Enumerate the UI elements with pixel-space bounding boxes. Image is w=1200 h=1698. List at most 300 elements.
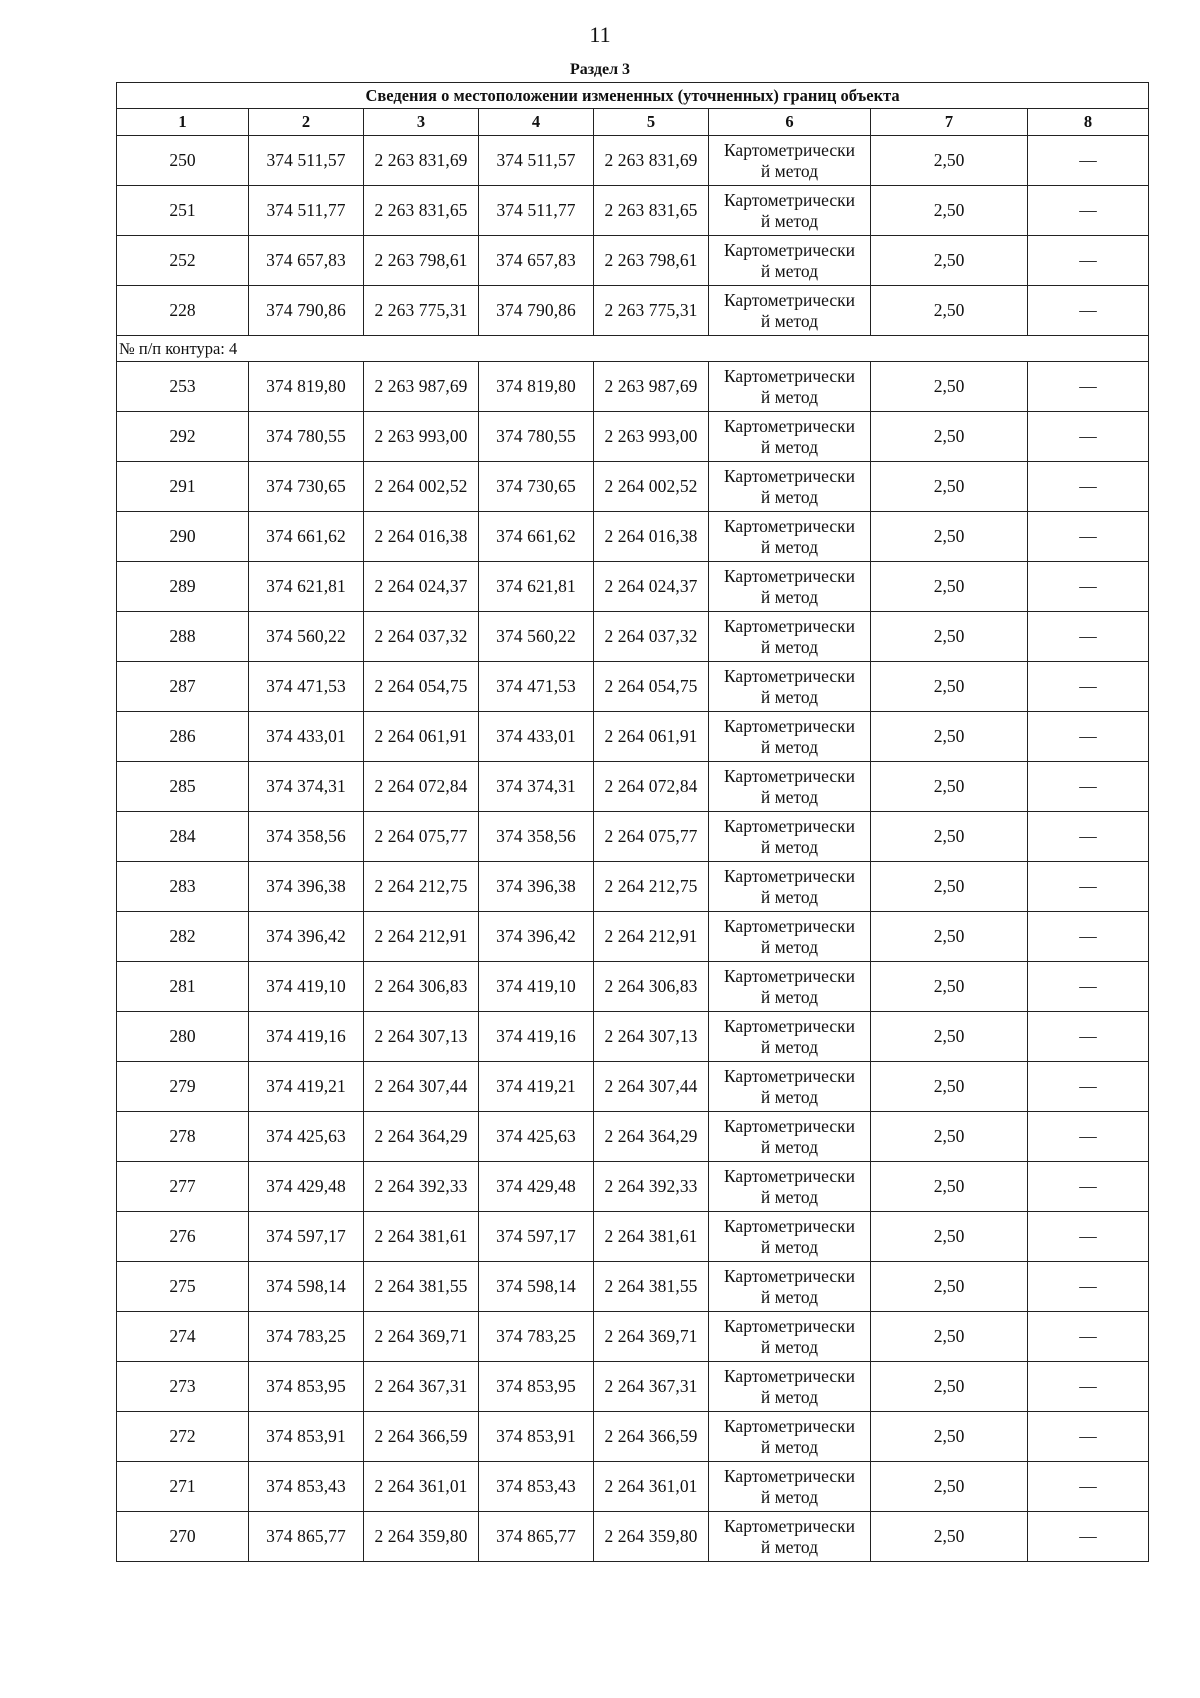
y-existing-cell: 2 264 369,71 bbox=[364, 1312, 479, 1362]
method-line-1: Картометрически bbox=[723, 1365, 856, 1386]
section-title: Раздел 3 bbox=[569, 61, 631, 78]
note-cell: — bbox=[1028, 136, 1149, 186]
x-refined-cell: 374 853,95 bbox=[479, 1362, 594, 1412]
x-existing-cell: 374 511,57 bbox=[249, 136, 364, 186]
y-refined-cell: 2 264 367,31 bbox=[594, 1362, 709, 1412]
y-existing-cell: 2 263 831,69 bbox=[364, 136, 479, 186]
point-number-cell: 280 bbox=[117, 1012, 249, 1062]
note-cell: — bbox=[1028, 286, 1149, 336]
method-line-1: Картометрически bbox=[723, 1315, 856, 1336]
x-refined-cell: 374 621,81 bbox=[479, 562, 594, 612]
y-existing-cell: 2 264 307,13 bbox=[364, 1012, 479, 1062]
y-refined-cell: 2 264 212,91 bbox=[594, 912, 709, 962]
x-existing-cell: 374 853,91 bbox=[249, 1412, 364, 1462]
x-existing-cell: 374 621,81 bbox=[249, 562, 364, 612]
table-row bbox=[117, 1112, 1149, 1162]
method-line-1: Картометрически bbox=[723, 1215, 856, 1236]
method-line-1: Картометрически bbox=[723, 1465, 856, 1486]
method-line-1: Картометрически bbox=[723, 1115, 856, 1136]
x-refined-cell: 374 597,17 bbox=[479, 1212, 594, 1262]
table-row bbox=[117, 1412, 1149, 1462]
y-existing-cell: 2 264 072,84 bbox=[364, 762, 479, 812]
accuracy-cell: 2,50 bbox=[871, 1012, 1028, 1062]
method-cell bbox=[709, 136, 871, 186]
x-refined-cell: 374 471,53 bbox=[479, 662, 594, 712]
note-cell: — bbox=[1028, 962, 1149, 1012]
method-line-2: й метод bbox=[760, 486, 819, 507]
x-existing-cell: 374 598,14 bbox=[249, 1262, 364, 1312]
accuracy-cell: 2,50 bbox=[871, 862, 1028, 912]
table-row bbox=[117, 862, 1149, 912]
x-existing-cell: 374 471,53 bbox=[249, 662, 364, 712]
method-cell bbox=[709, 1162, 871, 1212]
method-line-1: Картометрически bbox=[723, 765, 856, 786]
accuracy-cell: 2,50 bbox=[871, 1462, 1028, 1512]
table-row bbox=[117, 236, 1149, 286]
column-number-2: 2 bbox=[249, 109, 364, 136]
note-cell: — bbox=[1028, 1162, 1149, 1212]
point-number-cell: 228 bbox=[117, 286, 249, 336]
table-row bbox=[117, 1462, 1149, 1512]
method-line-2: й метод bbox=[760, 1486, 819, 1507]
y-existing-cell: 2 264 024,37 bbox=[364, 562, 479, 612]
note-cell: — bbox=[1028, 562, 1149, 612]
method-line-2: й метод bbox=[760, 1286, 819, 1307]
x-existing-cell: 374 429,48 bbox=[249, 1162, 364, 1212]
point-number-cell: 276 bbox=[117, 1212, 249, 1262]
point-number-cell: 285 bbox=[117, 762, 249, 812]
table-row bbox=[117, 1162, 1149, 1212]
x-refined-cell: 374 419,21 bbox=[479, 1062, 594, 1112]
method-line-1: Картометрически bbox=[723, 1415, 856, 1436]
y-existing-cell: 2 264 054,75 bbox=[364, 662, 479, 712]
note-cell: — bbox=[1028, 1012, 1149, 1062]
accuracy-cell: 2,50 bbox=[871, 412, 1028, 462]
table-row bbox=[117, 1212, 1149, 1262]
point-number-cell: 274 bbox=[117, 1312, 249, 1362]
table-row bbox=[117, 912, 1149, 962]
point-number-cell: 279 bbox=[117, 1062, 249, 1112]
accuracy-cell: 2,50 bbox=[871, 1412, 1028, 1462]
x-refined-cell: 374 396,38 bbox=[479, 862, 594, 912]
table-row bbox=[117, 512, 1149, 562]
y-refined-cell: 2 264 016,38 bbox=[594, 512, 709, 562]
accuracy-cell: 2,50 bbox=[871, 1512, 1028, 1562]
note-cell: — bbox=[1028, 762, 1149, 812]
y-existing-cell: 2 264 381,55 bbox=[364, 1262, 479, 1312]
method-line-2: й метод bbox=[760, 636, 819, 657]
accuracy-cell: 2,50 bbox=[871, 612, 1028, 662]
y-refined-cell: 2 264 392,33 bbox=[594, 1162, 709, 1212]
point-number-cell: 284 bbox=[117, 812, 249, 862]
column-number-3: 3 bbox=[364, 109, 479, 136]
table-row bbox=[117, 1362, 1149, 1412]
accuracy-cell: 2,50 bbox=[871, 962, 1028, 1012]
x-refined-cell: 374 429,48 bbox=[479, 1162, 594, 1212]
method-line-1: Картометрически bbox=[723, 239, 856, 260]
column-number-4: 4 bbox=[479, 109, 594, 136]
method-line-1: Картометрически bbox=[723, 415, 856, 436]
x-refined-cell: 374 865,77 bbox=[479, 1512, 594, 1562]
accuracy-cell: 2,50 bbox=[871, 1212, 1028, 1262]
method-line-2: й метод bbox=[760, 1536, 819, 1557]
method-cell bbox=[709, 712, 871, 762]
column-number-7: 7 bbox=[871, 109, 1028, 136]
x-existing-cell: 374 396,38 bbox=[249, 862, 364, 912]
method-line-2: й метод bbox=[760, 310, 819, 331]
point-number-cell: 292 bbox=[117, 412, 249, 462]
x-refined-cell: 374 780,55 bbox=[479, 412, 594, 462]
note-cell: — bbox=[1028, 862, 1149, 912]
x-existing-cell: 374 865,77 bbox=[249, 1512, 364, 1562]
table-row bbox=[117, 1062, 1149, 1112]
note-cell: — bbox=[1028, 612, 1149, 662]
method-line-2: й метод bbox=[760, 210, 819, 231]
column-number-5: 5 bbox=[594, 109, 709, 136]
table-row bbox=[117, 562, 1149, 612]
y-existing-cell: 2 264 361,01 bbox=[364, 1462, 479, 1512]
method-line-1: Картометрически bbox=[723, 915, 856, 936]
table-row bbox=[117, 762, 1149, 812]
method-cell bbox=[709, 462, 871, 512]
y-existing-cell: 2 264 392,33 bbox=[364, 1162, 479, 1212]
accuracy-cell: 2,50 bbox=[871, 912, 1028, 962]
x-refined-cell: 374 419,10 bbox=[479, 962, 594, 1012]
x-refined-cell: 374 790,86 bbox=[479, 286, 594, 336]
y-refined-cell: 2 263 775,31 bbox=[594, 286, 709, 336]
y-existing-cell: 2 264 359,80 bbox=[364, 1512, 479, 1562]
method-line-1: Картометрически bbox=[723, 289, 856, 310]
table-row bbox=[117, 662, 1149, 712]
note-cell: — bbox=[1028, 1512, 1149, 1562]
method-line-2: й метод bbox=[760, 536, 819, 557]
accuracy-cell: 2,50 bbox=[871, 1112, 1028, 1162]
method-cell bbox=[709, 812, 871, 862]
y-refined-cell: 2 264 072,84 bbox=[594, 762, 709, 812]
note-cell: — bbox=[1028, 712, 1149, 762]
point-number-cell: 287 bbox=[117, 662, 249, 712]
method-line-1: Картометрически bbox=[723, 1515, 856, 1536]
column-number-8: 8 bbox=[1028, 109, 1149, 136]
y-existing-cell: 2 264 364,29 bbox=[364, 1112, 479, 1162]
point-number-cell: 283 bbox=[117, 862, 249, 912]
x-existing-cell: 374 560,22 bbox=[249, 612, 364, 662]
x-existing-cell: 374 783,25 bbox=[249, 1312, 364, 1362]
method-line-1: Картометрически bbox=[723, 665, 856, 686]
y-refined-cell: 2 263 993,00 bbox=[594, 412, 709, 462]
x-refined-cell: 374 358,56 bbox=[479, 812, 594, 862]
method-line-1: Картометрически bbox=[723, 615, 856, 636]
note-cell: — bbox=[1028, 512, 1149, 562]
note-cell: — bbox=[1028, 1462, 1149, 1512]
y-refined-cell: 2 264 381,61 bbox=[594, 1212, 709, 1262]
y-refined-cell: 2 264 364,29 bbox=[594, 1112, 709, 1162]
accuracy-cell: 2,50 bbox=[871, 286, 1028, 336]
table-row bbox=[117, 186, 1149, 236]
y-existing-cell: 2 263 775,31 bbox=[364, 286, 479, 336]
method-line-1: Картометрически bbox=[723, 815, 856, 836]
accuracy-cell: 2,50 bbox=[871, 1312, 1028, 1362]
x-refined-cell: 374 419,16 bbox=[479, 1012, 594, 1062]
y-refined-cell: 2 263 831,69 bbox=[594, 136, 709, 186]
method-line-1: Картометрически bbox=[723, 515, 856, 536]
method-line-2: й метод bbox=[760, 586, 819, 607]
note-cell: — bbox=[1028, 462, 1149, 512]
method-line-1: Картометрически bbox=[723, 365, 856, 386]
note-cell: — bbox=[1028, 1362, 1149, 1412]
x-existing-cell: 374 853,95 bbox=[249, 1362, 364, 1412]
x-refined-cell: 374 853,91 bbox=[479, 1412, 594, 1462]
table-row bbox=[117, 1312, 1149, 1362]
note-cell: — bbox=[1028, 1112, 1149, 1162]
point-number-cell: 289 bbox=[117, 562, 249, 612]
y-existing-cell: 2 263 987,69 bbox=[364, 362, 479, 412]
x-existing-cell: 374 419,10 bbox=[249, 962, 364, 1012]
method-cell bbox=[709, 1262, 871, 1312]
table-row bbox=[117, 362, 1149, 412]
y-existing-cell: 2 264 061,91 bbox=[364, 712, 479, 762]
method-line-2: й метод bbox=[760, 386, 819, 407]
accuracy-cell: 2,50 bbox=[871, 1362, 1028, 1412]
method-line-1: Картометрически bbox=[723, 965, 856, 986]
method-line-2: й метод bbox=[760, 686, 819, 707]
method-cell bbox=[709, 862, 871, 912]
table-caption: Сведения о местоположении измененных (уточненных) границ объекта bbox=[117, 83, 1149, 109]
y-refined-cell: 2 264 075,77 bbox=[594, 812, 709, 862]
boundary-coordinates-table bbox=[116, 82, 1149, 1562]
y-refined-cell: 2 264 307,13 bbox=[594, 1012, 709, 1062]
x-existing-cell: 374 419,21 bbox=[249, 1062, 364, 1112]
method-line-2: й метод bbox=[760, 736, 819, 757]
method-cell bbox=[709, 1512, 871, 1562]
point-number-cell: 291 bbox=[117, 462, 249, 512]
y-existing-cell: 2 263 831,65 bbox=[364, 186, 479, 236]
method-line-1: Картометрически bbox=[723, 1015, 856, 1036]
method-cell bbox=[709, 186, 871, 236]
method-line-1: Картометрически bbox=[723, 715, 856, 736]
y-refined-cell: 2 264 361,01 bbox=[594, 1462, 709, 1512]
method-line-2: й метод bbox=[760, 1036, 819, 1057]
y-existing-cell: 2 264 016,38 bbox=[364, 512, 479, 562]
method-cell bbox=[709, 1062, 871, 1112]
note-cell: — bbox=[1028, 912, 1149, 962]
point-number-cell: 290 bbox=[117, 512, 249, 562]
y-refined-cell: 2 263 831,65 bbox=[594, 186, 709, 236]
x-refined-cell: 374 853,43 bbox=[479, 1462, 594, 1512]
method-line-2: й метод bbox=[760, 936, 819, 957]
method-cell bbox=[709, 562, 871, 612]
method-line-1: Картометрически bbox=[723, 565, 856, 586]
method-cell bbox=[709, 1412, 871, 1462]
y-refined-cell: 2 264 037,32 bbox=[594, 612, 709, 662]
point-number-cell: 270 bbox=[117, 1512, 249, 1562]
contour-label: № п/п контура: 4 bbox=[117, 336, 1149, 362]
x-existing-cell: 374 730,65 bbox=[249, 462, 364, 512]
method-line-1: Картометрически bbox=[723, 189, 856, 210]
y-refined-cell: 2 264 366,59 bbox=[594, 1412, 709, 1462]
method-cell bbox=[709, 1312, 871, 1362]
y-refined-cell: 2 263 798,61 bbox=[594, 236, 709, 286]
point-number-cell: 271 bbox=[117, 1462, 249, 1512]
method-cell bbox=[709, 412, 871, 462]
table-body bbox=[117, 136, 1149, 1562]
x-refined-cell: 374 657,83 bbox=[479, 236, 594, 286]
method-line-2: й метод bbox=[760, 160, 819, 181]
method-line-1: Картометрически bbox=[723, 465, 856, 486]
point-number-cell: 277 bbox=[117, 1162, 249, 1212]
method-line-2: й метод bbox=[760, 986, 819, 1007]
method-cell bbox=[709, 1362, 871, 1412]
contour-row bbox=[117, 336, 1149, 362]
accuracy-cell: 2,50 bbox=[871, 812, 1028, 862]
note-cell: — bbox=[1028, 812, 1149, 862]
method-cell bbox=[709, 612, 871, 662]
method-line-2: й метод bbox=[760, 1336, 819, 1357]
x-existing-cell: 374 819,80 bbox=[249, 362, 364, 412]
x-existing-cell: 374 358,56 bbox=[249, 812, 364, 862]
method-cell bbox=[709, 512, 871, 562]
method-line-1: Картометрически bbox=[723, 1065, 856, 1086]
accuracy-cell: 2,50 bbox=[871, 186, 1028, 236]
accuracy-cell: 2,50 bbox=[871, 236, 1028, 286]
y-existing-cell: 2 264 075,77 bbox=[364, 812, 479, 862]
method-line-2: й метод bbox=[760, 260, 819, 281]
y-existing-cell: 2 264 307,44 bbox=[364, 1062, 479, 1112]
y-refined-cell: 2 264 381,55 bbox=[594, 1262, 709, 1312]
note-cell: — bbox=[1028, 1262, 1149, 1312]
method-line-2: й метод bbox=[760, 886, 819, 907]
point-number-cell: 272 bbox=[117, 1412, 249, 1462]
x-refined-cell: 374 783,25 bbox=[479, 1312, 594, 1362]
method-cell bbox=[709, 962, 871, 1012]
method-cell bbox=[709, 912, 871, 962]
x-refined-cell: 374 661,62 bbox=[479, 512, 594, 562]
method-line-2: й метод bbox=[760, 1136, 819, 1157]
y-existing-cell: 2 263 798,61 bbox=[364, 236, 479, 286]
table-row bbox=[117, 286, 1149, 336]
method-cell bbox=[709, 1012, 871, 1062]
accuracy-cell: 2,50 bbox=[871, 1162, 1028, 1212]
table-row bbox=[117, 612, 1149, 662]
point-number-cell: 275 bbox=[117, 1262, 249, 1312]
method-line-2: й метод bbox=[760, 1186, 819, 1207]
accuracy-cell: 2,50 bbox=[871, 1062, 1028, 1112]
accuracy-cell: 2,50 bbox=[871, 1262, 1028, 1312]
x-refined-cell: 374 511,77 bbox=[479, 186, 594, 236]
column-number-1: 1 bbox=[117, 109, 249, 136]
method-line-1: Картометрически bbox=[723, 1265, 856, 1286]
accuracy-cell: 2,50 bbox=[871, 762, 1028, 812]
table-row bbox=[117, 462, 1149, 512]
method-line-1: Картометрически bbox=[723, 865, 856, 886]
y-refined-cell: 2 263 987,69 bbox=[594, 362, 709, 412]
method-line-2: й метод bbox=[760, 786, 819, 807]
x-refined-cell: 374 819,80 bbox=[479, 362, 594, 412]
y-refined-cell: 2 264 054,75 bbox=[594, 662, 709, 712]
x-existing-cell: 374 780,55 bbox=[249, 412, 364, 462]
y-existing-cell: 2 264 366,59 bbox=[364, 1412, 479, 1462]
table-row bbox=[117, 962, 1149, 1012]
x-existing-cell: 374 511,77 bbox=[249, 186, 364, 236]
y-refined-cell: 2 264 359,80 bbox=[594, 1512, 709, 1562]
table-row bbox=[117, 812, 1149, 862]
method-line-1: Картометрически bbox=[723, 139, 856, 160]
x-refined-cell: 374 425,63 bbox=[479, 1112, 594, 1162]
method-line-2: й метод bbox=[760, 1386, 819, 1407]
y-refined-cell: 2 264 307,44 bbox=[594, 1062, 709, 1112]
note-cell: — bbox=[1028, 362, 1149, 412]
x-existing-cell: 374 433,01 bbox=[249, 712, 364, 762]
accuracy-cell: 2,50 bbox=[871, 362, 1028, 412]
y-existing-cell: 2 264 381,61 bbox=[364, 1212, 479, 1262]
method-cell bbox=[709, 1212, 871, 1262]
point-number-cell: 253 bbox=[117, 362, 249, 412]
point-number-cell: 251 bbox=[117, 186, 249, 236]
x-existing-cell: 374 657,83 bbox=[249, 236, 364, 286]
note-cell: — bbox=[1028, 236, 1149, 286]
y-refined-cell: 2 264 369,71 bbox=[594, 1312, 709, 1362]
x-existing-cell: 374 790,86 bbox=[249, 286, 364, 336]
method-cell bbox=[709, 1112, 871, 1162]
y-existing-cell: 2 264 002,52 bbox=[364, 462, 479, 512]
x-existing-cell: 374 396,42 bbox=[249, 912, 364, 962]
x-existing-cell: 374 419,16 bbox=[249, 1012, 364, 1062]
method-cell bbox=[709, 286, 871, 336]
table-row bbox=[117, 412, 1149, 462]
table-row bbox=[117, 1012, 1149, 1062]
accuracy-cell: 2,50 bbox=[871, 512, 1028, 562]
x-refined-cell: 374 433,01 bbox=[479, 712, 594, 762]
y-refined-cell: 2 264 002,52 bbox=[594, 462, 709, 512]
y-existing-cell: 2 264 212,75 bbox=[364, 862, 479, 912]
point-number-cell: 273 bbox=[117, 1362, 249, 1412]
point-number-cell: 288 bbox=[117, 612, 249, 662]
x-existing-cell: 374 597,17 bbox=[249, 1212, 364, 1262]
x-existing-cell: 374 661,62 bbox=[249, 512, 364, 562]
point-number-cell: 286 bbox=[117, 712, 249, 762]
y-existing-cell: 2 264 212,91 bbox=[364, 912, 479, 962]
y-existing-cell: 2 263 993,00 bbox=[364, 412, 479, 462]
note-cell: — bbox=[1028, 1062, 1149, 1112]
accuracy-cell: 2,50 bbox=[871, 462, 1028, 512]
note-cell: — bbox=[1028, 662, 1149, 712]
accuracy-cell: 2,50 bbox=[871, 662, 1028, 712]
y-existing-cell: 2 264 037,32 bbox=[364, 612, 479, 662]
method-cell bbox=[709, 1462, 871, 1512]
method-cell bbox=[709, 362, 871, 412]
y-refined-cell: 2 264 024,37 bbox=[594, 562, 709, 612]
x-refined-cell: 374 396,42 bbox=[479, 912, 594, 962]
accuracy-cell: 2,50 bbox=[871, 562, 1028, 612]
method-cell bbox=[709, 662, 871, 712]
method-line-2: й метод bbox=[760, 836, 819, 857]
y-existing-cell: 2 264 306,83 bbox=[364, 962, 479, 1012]
y-refined-cell: 2 264 061,91 bbox=[594, 712, 709, 762]
x-refined-cell: 374 374,31 bbox=[479, 762, 594, 812]
note-cell: — bbox=[1028, 1212, 1149, 1262]
x-existing-cell: 374 425,63 bbox=[249, 1112, 364, 1162]
point-number-cell: 281 bbox=[117, 962, 249, 1012]
method-cell bbox=[709, 762, 871, 812]
y-refined-cell: 2 264 306,83 bbox=[594, 962, 709, 1012]
note-cell: — bbox=[1028, 1412, 1149, 1462]
accuracy-cell: 2,50 bbox=[871, 712, 1028, 762]
table-row bbox=[117, 1512, 1149, 1562]
method-line-2: й метод bbox=[760, 1436, 819, 1457]
y-existing-cell: 2 264 367,31 bbox=[364, 1362, 479, 1412]
note-cell: — bbox=[1028, 1312, 1149, 1362]
table-row bbox=[117, 712, 1149, 762]
